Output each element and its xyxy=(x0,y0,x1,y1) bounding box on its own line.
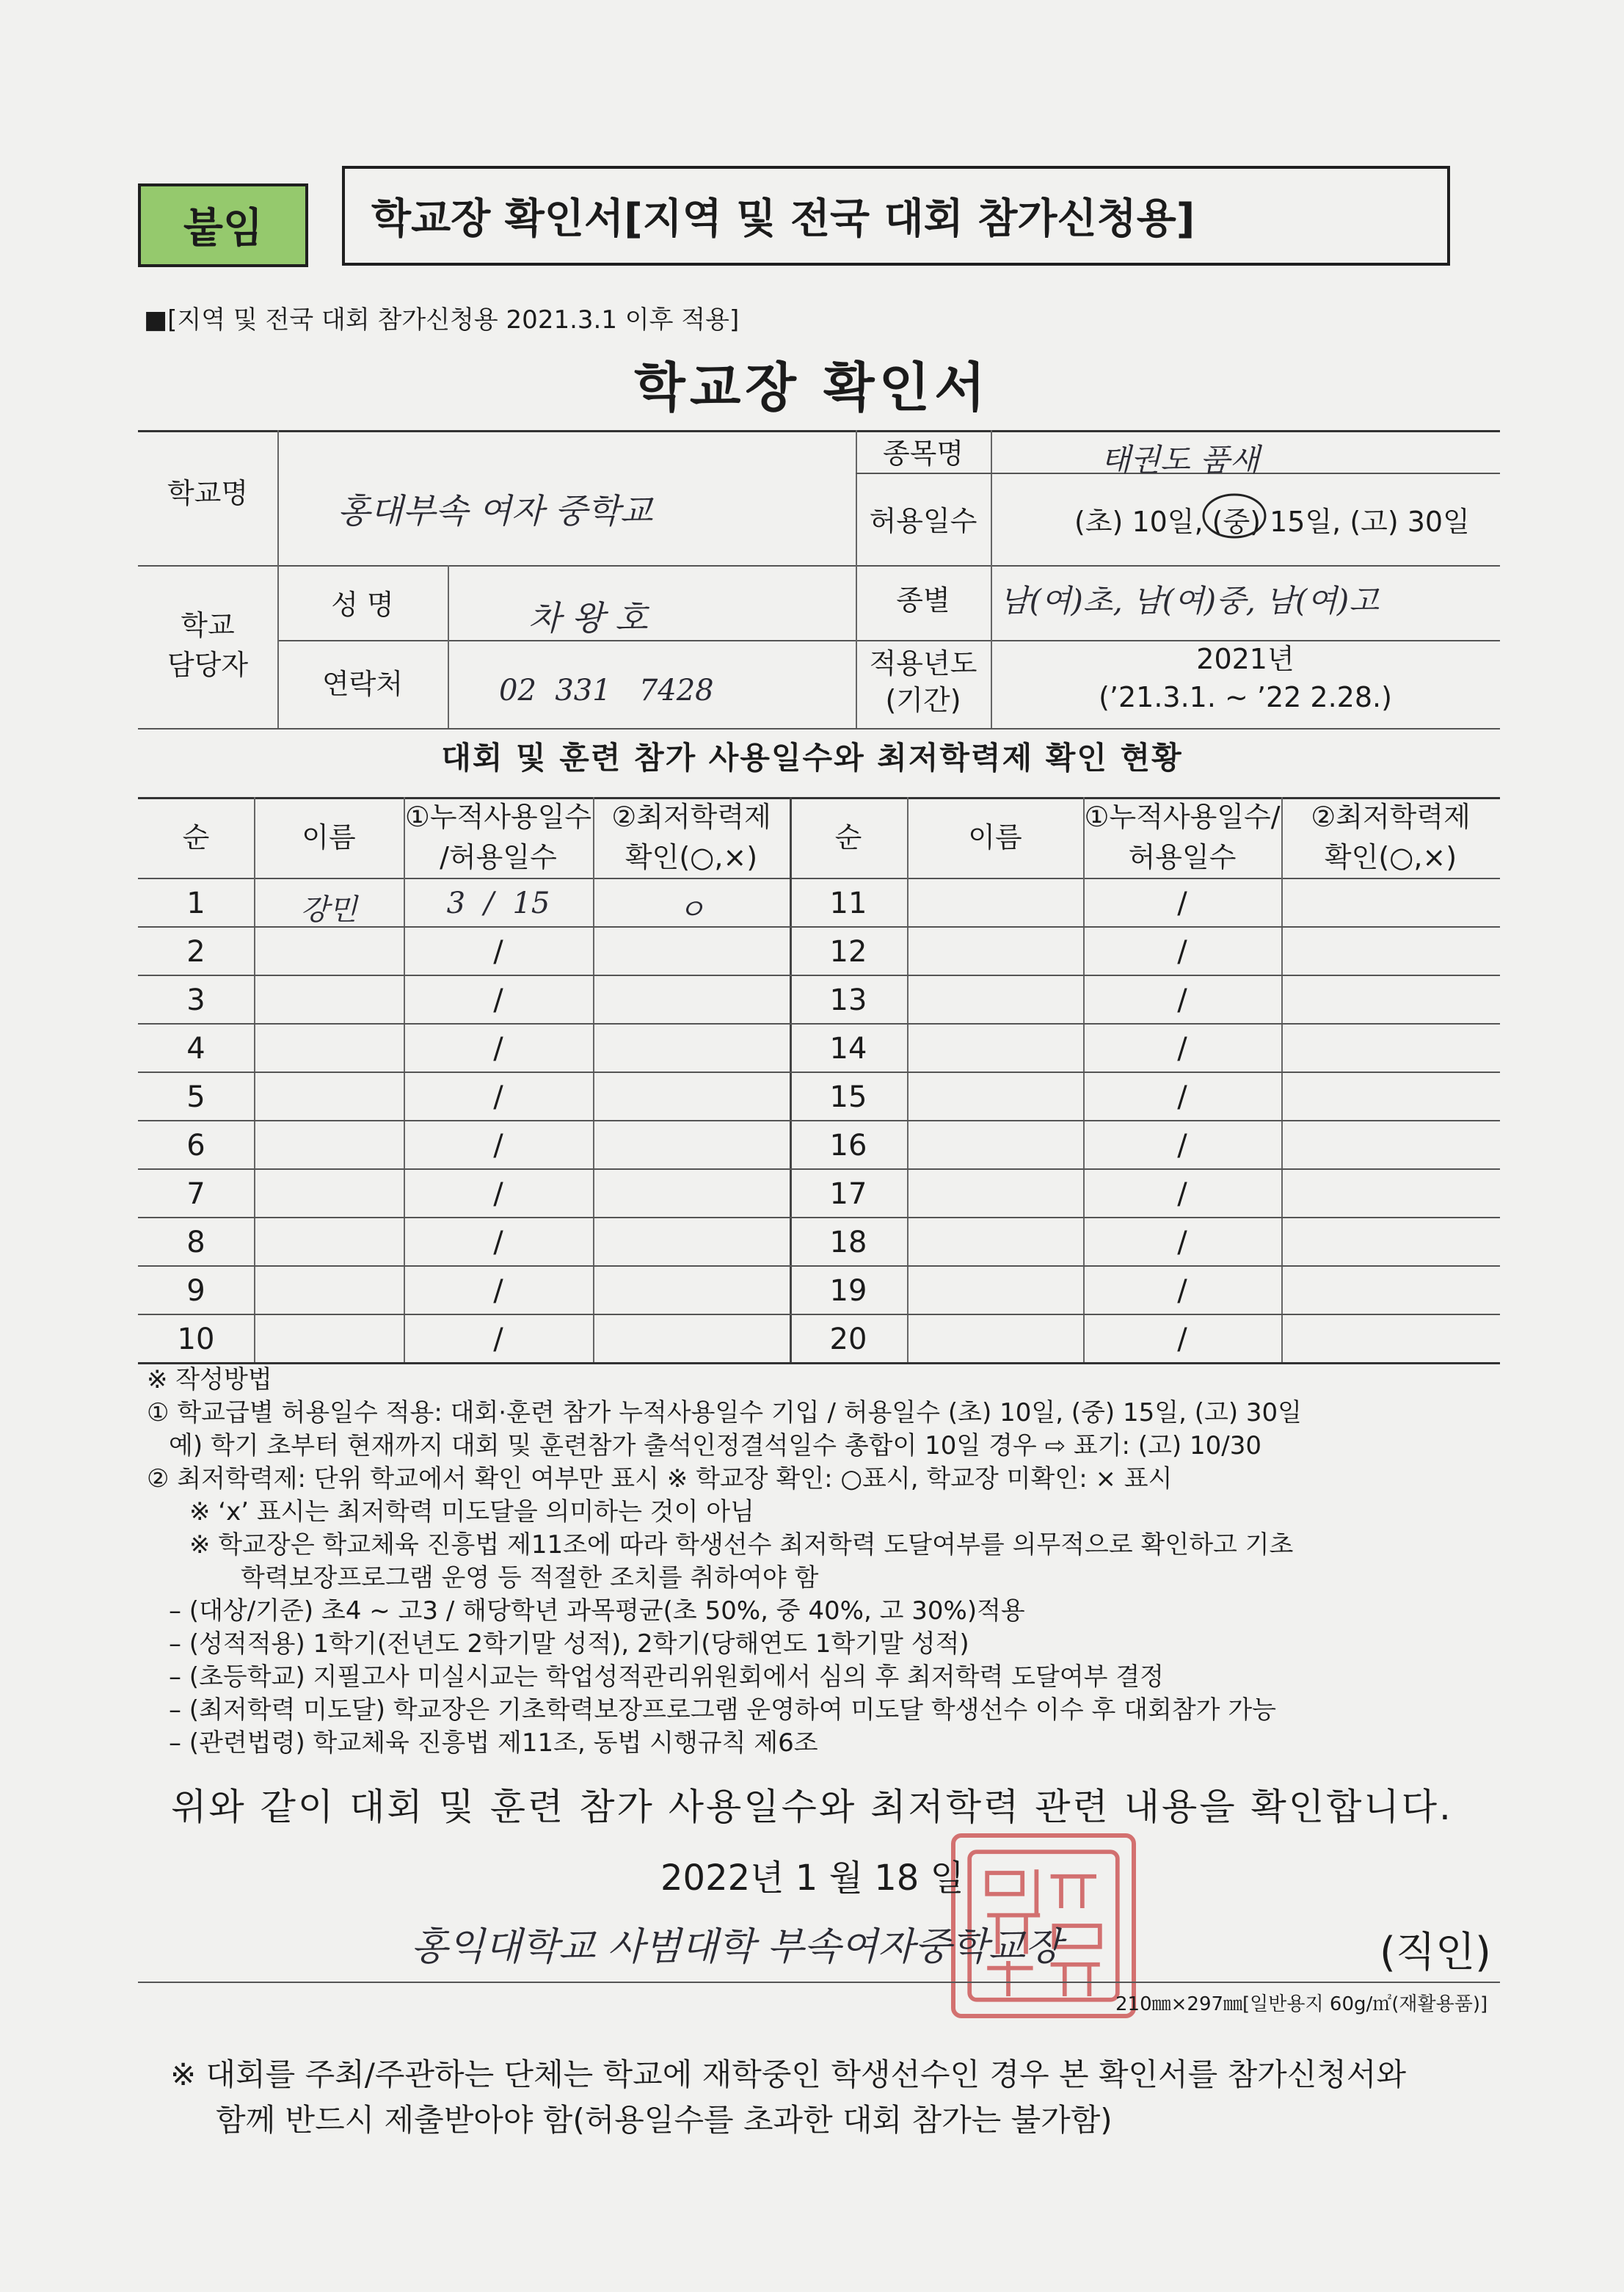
form-title: 학교장 확인서 xyxy=(634,357,990,418)
row-divider xyxy=(138,1217,1500,1218)
row-days-right: / xyxy=(1177,1226,1187,1259)
col-academic-header-line2: 확인(○,×) xyxy=(625,841,758,874)
confirmation-date: 2022년 1 월 18 일 xyxy=(660,1858,964,1899)
school-name-value: 홍대부속 여자 중학교 xyxy=(338,491,653,531)
row-divider xyxy=(138,1265,1500,1267)
staff-label-1: 학교 xyxy=(181,609,235,641)
col-academic-header-line1: ②최저학력제 xyxy=(611,801,771,833)
document-title: 학교장 확인서[지역 및 전국 대회 참가신청용] xyxy=(342,166,1450,266)
row-days-right: / xyxy=(1177,1032,1187,1066)
event-value: 태권도 품새 xyxy=(1101,442,1260,478)
row-number: 5 xyxy=(186,1080,205,1114)
row-academic-check: ㅇ xyxy=(677,893,706,927)
col-no-header: 순 xyxy=(182,821,210,854)
row-days-right: / xyxy=(1177,1177,1187,1211)
period-year: 2021년 xyxy=(1196,643,1295,675)
row-days: / xyxy=(493,1177,503,1211)
row-days-right: / xyxy=(1177,1323,1187,1356)
row-days: / xyxy=(493,1274,503,1308)
confirmation-statement: 위와 같이 대회 및 훈련 참가 사용일수와 최저학력 관련 내용을 확인합니다. xyxy=(171,1786,1453,1828)
row-number-right: 11 xyxy=(829,887,867,920)
instructions-heading: ※ 작성방법 xyxy=(147,1365,272,1394)
school-name-label: 학교명 xyxy=(167,477,249,509)
row-number: 3 xyxy=(186,983,205,1017)
row-divider xyxy=(138,1023,1500,1025)
row-number: 1 xyxy=(186,887,205,920)
row-days: / xyxy=(493,983,503,1017)
staff-name-value: 차 왕 호 xyxy=(528,598,648,638)
row-number: 6 xyxy=(186,1129,205,1163)
col-days-header-line1: ①누적사용일수 xyxy=(404,801,592,833)
col-academic-header-right-line2: 확인(○,×) xyxy=(1324,841,1457,874)
seal-note: (직인) xyxy=(1380,1929,1491,1976)
signature-divider xyxy=(138,1982,1500,1983)
row-divider xyxy=(138,1120,1500,1121)
period-range: (’21.3.1. ~ ’22 2.28.) xyxy=(1099,681,1392,713)
instruction-note-principal-cont: 학력보장프로그램 운영 등 적절한 조치를 취하여야 함 xyxy=(241,1563,819,1593)
instructions xyxy=(147,1364,1512,1760)
row-number: 4 xyxy=(186,1032,205,1066)
col-academic-header-right-line1: ②최저학력제 xyxy=(1311,801,1471,833)
staff-name-label: 성 명 xyxy=(331,589,394,621)
row-days: / xyxy=(493,1032,503,1066)
footer-note-line2: 함께 반드시 제출받아야 함(허용일수를 초과한 대회 참가는 불가함) xyxy=(216,2102,1113,2138)
row-number-right: 19 xyxy=(829,1274,867,1308)
row-days-right: / xyxy=(1177,1274,1187,1308)
usage-note: ■[지역 및 전국 대회 참가신청용 2021.3.1 이후 적용] xyxy=(144,305,740,335)
row-number: 10 xyxy=(177,1323,215,1356)
contact-label: 연락처 xyxy=(321,668,404,700)
instruction-note-principal: ※ 학교장은 학교체육 진흥법 제11조에 따라 학생선수 최저학력 도달여부를 의무적으로 확인하고 기초 xyxy=(189,1530,1294,1560)
row-number-right: 12 xyxy=(829,935,867,969)
status-table-title: 대회 및 훈련 참가 사용일수와 최저학력제 확인 현황 xyxy=(441,740,1183,776)
col-name-header: 이름 xyxy=(302,821,356,854)
row-days: / xyxy=(493,935,503,969)
row-number-right: 18 xyxy=(829,1226,867,1259)
col-name-header-right: 이름 xyxy=(968,821,1022,854)
row-number-right: 20 xyxy=(829,1323,867,1356)
row-days-right: / xyxy=(1177,983,1187,1017)
instruction-target: – (대상/기준) 초4 ~ 고3 / 해당학년 과목평균(초 50%, 중 40%, 고 30%)적용 xyxy=(169,1596,1025,1626)
instruction-elementary: – (초등학교) 지필고사 미실시교는 학업성적관리위원회에서 심의 후 최저학력 도달여부 결정 xyxy=(169,1662,1165,1692)
allowed-days-value: (초) 10일, (중) 15일, (고) 30일 xyxy=(1074,506,1470,538)
contact-value: 02 331 7428 xyxy=(499,674,714,707)
col-academic-header-right xyxy=(1281,797,1500,878)
row-days-right: / xyxy=(1177,1129,1187,1163)
instruction-not-reached: – (최저학력 미도달) 학교장은 기초학력보장프로그램 운영하여 미도달 학생선수 이수 후 대회참가 가능 xyxy=(169,1695,1277,1725)
instruction-note-x: ※ ‘x’ 표시는 최저학력 미도달을 의미하는 것이 아님 xyxy=(189,1497,754,1527)
instruction-1: ① 학교급별 허용일수 적용: 대회·훈련 참가 누적사용일수 기입 / 허용일수 (초) 10일, (중) 15일, (고) 30일 xyxy=(147,1398,1302,1427)
row-number-right: 17 xyxy=(829,1177,867,1211)
col-days-header-line2: /허용일수 xyxy=(440,841,557,874)
row-name: 강민 xyxy=(300,893,357,927)
row-number: 7 xyxy=(186,1177,205,1211)
row-number-right: 15 xyxy=(829,1080,867,1114)
row-number: 9 xyxy=(186,1274,205,1308)
circled-middle-school-mark xyxy=(1199,490,1270,542)
footer-note xyxy=(170,2052,1406,2143)
row-days-right: / xyxy=(1177,1080,1187,1114)
row-days: / xyxy=(493,1323,503,1356)
col-academic-header xyxy=(593,797,790,878)
row-days: 3 / 15 xyxy=(446,887,550,920)
col-days-header xyxy=(404,797,593,878)
row-divider xyxy=(138,975,1500,976)
row-divider xyxy=(138,1072,1500,1073)
row-days: / xyxy=(493,1080,503,1114)
row-number-right: 14 xyxy=(829,1032,867,1066)
paper-spec: 210㎜×297㎜[일반용지 60g/㎡(재활용품)] xyxy=(1115,1993,1488,2015)
instruction-2: ② 최저학력제: 단위 학교에서 확인 여부만 표시 ※ 학교장 확인: ○표시, 학교장 미확인: × 표시 xyxy=(147,1464,1173,1494)
col-days-header-right-line1: ①누적사용일수/ xyxy=(1084,801,1281,833)
period-label-2: (기간) xyxy=(885,684,961,716)
period-label-1: 적용년도 xyxy=(869,647,977,680)
row-divider xyxy=(138,1168,1500,1170)
row-days: / xyxy=(493,1226,503,1259)
event-label: 종목명 xyxy=(882,437,964,470)
allowed-days-label: 허용일수 xyxy=(869,505,977,537)
gender-value: 남(여)초, 남(여)중, 남(여)고 xyxy=(999,583,1379,619)
row-number: 8 xyxy=(186,1226,205,1259)
row-number: 2 xyxy=(186,935,205,969)
row-days-right: / xyxy=(1177,887,1187,920)
attachment-badge: 붙임 xyxy=(138,183,308,267)
col-no-header-right: 순 xyxy=(834,821,862,854)
school-signature: 홍익대학교 사범대학 부속여자중학교장 xyxy=(411,1925,1063,1969)
gender-label: 종별 xyxy=(896,584,950,616)
row-number-right: 13 xyxy=(829,983,867,1017)
footer-note-line1: ※ 대회를 주최/주관하는 단체는 학교에 재학중인 학생선수인 경우 본 확인서를 참가신청서와 xyxy=(170,2056,1407,2092)
instruction-law: – (관련법령) 학교체육 진흥법 제11조, 동법 시행규칙 제6조 xyxy=(169,1728,818,1758)
instruction-example: 예) 학기 초부터 현재까지 대회 및 훈련참가 출석인정결석일수 총합이 10일 경우 ⇨ 표기: (고) 10/30 xyxy=(169,1431,1261,1460)
col-days-header-right-line2: 허용일수 xyxy=(1128,841,1237,874)
row-days-right: / xyxy=(1177,935,1187,969)
instruction-grades: – (성적적용) 1학기(전년도 2학기말 성적), 2학기(당해연도 1학기말 성적) xyxy=(169,1629,969,1659)
row-days: / xyxy=(493,1129,503,1163)
staff-label-2: 담당자 xyxy=(167,649,249,681)
row-number-right: 16 xyxy=(829,1129,867,1163)
col-days-header-right xyxy=(1083,797,1281,878)
row-divider xyxy=(138,1314,1500,1315)
